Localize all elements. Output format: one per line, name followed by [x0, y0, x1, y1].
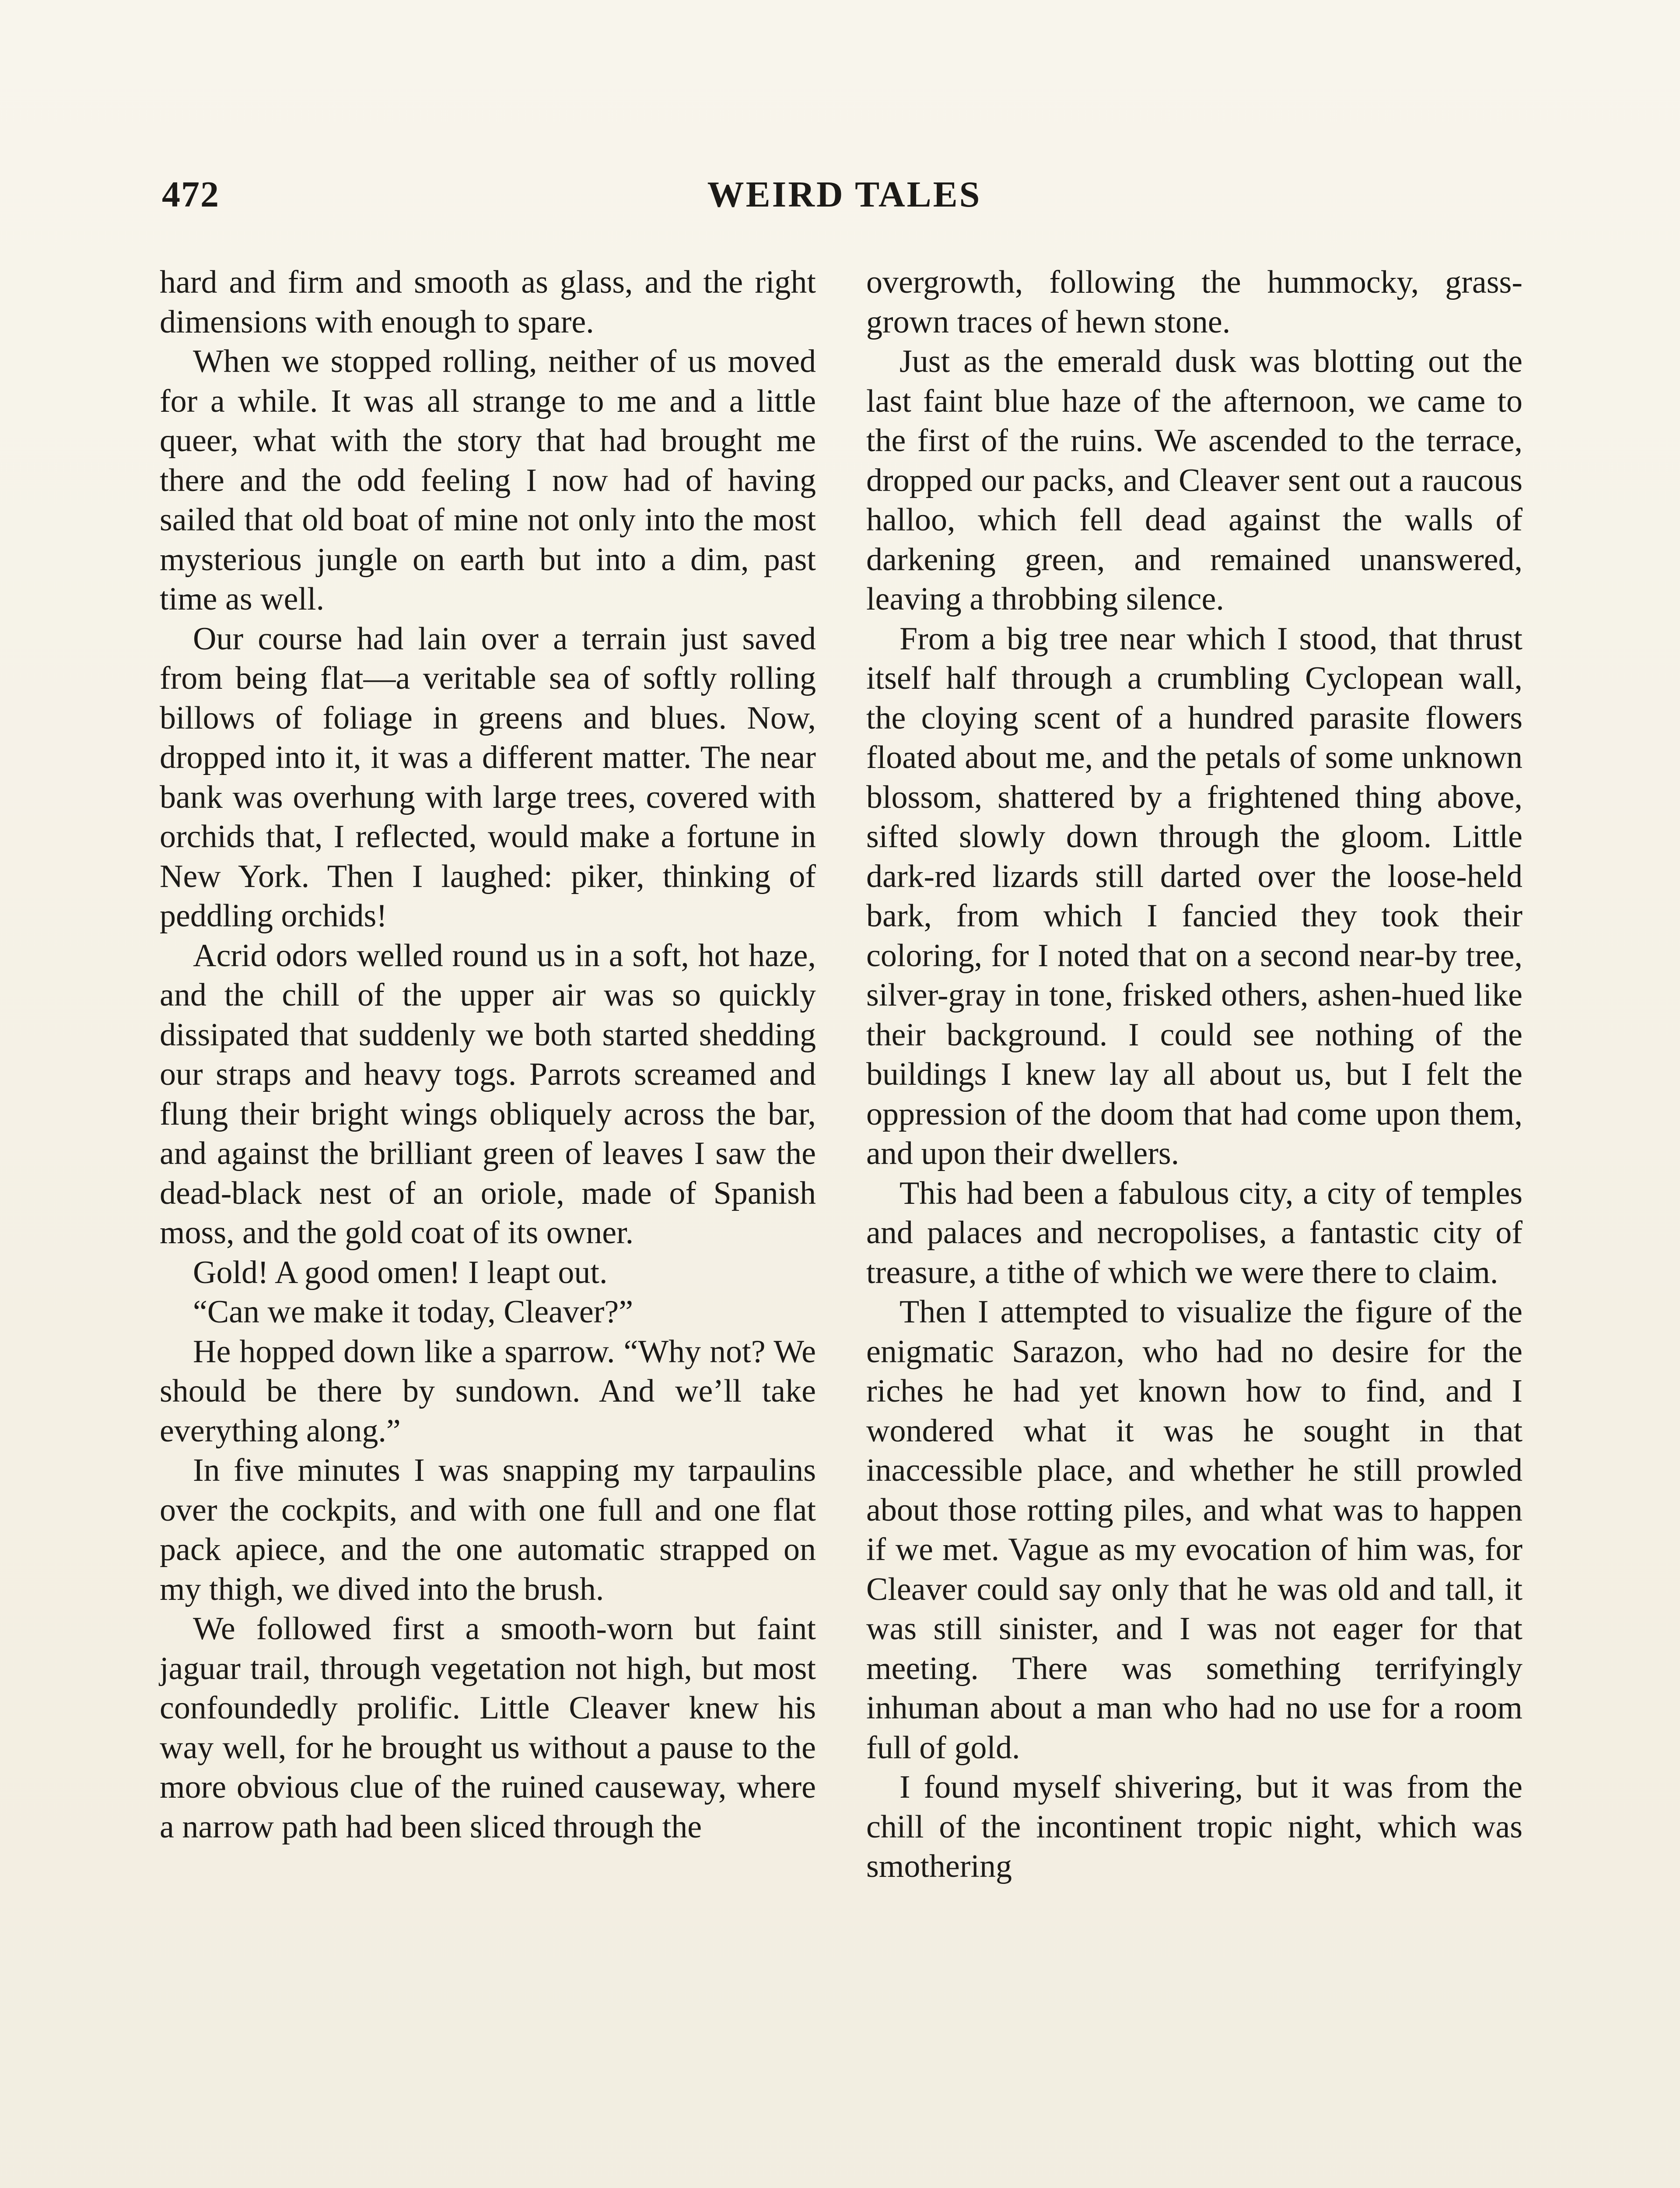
paragraph: I found myself shivering, but it was from the chill of the incontinent tropic night, which was smothering — [866, 1769, 1522, 1884]
paragraph: From a big tree near which I stood, that thrust itself half through a crumbling Cyclopean wall, the cloying scent of a hundred parasite flowers floated about me, and the petals of some unknown blossom, shattered by a frightened thing above, sifted slowly down through the gloom. Little dark-red lizards still darted over the loose-held bark, from which I fancied they took their coloring, for I noted that on a second near-by tree, silver-gray in tone, frisked others, ashen-hued like their background. I could see nothing of the buildings I knew lay all about us, but I felt the oppression of the doom that had come upon them, and upon their dwellers. — [866, 621, 1522, 1171]
paragraph: Our course had lain over a terrain just saved from being flat—a veritable sea of softly rolling billows of foliage in greens and blues. Now, dropped into it, it was a different matter. The near bank was overhung with large trees, covered with orchids that, I reflected, would make a fortune in New York. Then I laughed: piker, thinking of peddling orchids! — [160, 621, 816, 934]
page-header — [162, 171, 1527, 219]
left-column — [160, 263, 816, 1847]
right-column — [866, 263, 1522, 1886]
paragraph: hard and firm and smooth as glass, and the right dimensions with enough to spare. — [160, 264, 816, 340]
paragraph: We followed first a smooth-worn but faint jaguar trail, through vegetation not high, but most confoundedly prolific. Little Cleaver knew his way well, for he brought us without a pause to the more obvious clue of the ruined causeway, where a narrow path had been sliced through the — [160, 1611, 816, 1845]
paragraph: overgrowth, following the hummocky, grass-grown traces of hewn stone. — [866, 264, 1522, 340]
paragraph: In five minutes I was snapping my tarpaulins over the cockpits, and with one full and one flat pack apiece, and the one automatic strapped on my thigh, we dived into the brush. — [160, 1452, 816, 1607]
paragraph: “Can we make it today, Cleaver?” — [193, 1294, 634, 1330]
paragraph: Acrid odors welled round us in a soft, hot haze, and the chill of the upper air was so quickly dissipated that suddenly we both started shedding our straps and heavy togs. Parrots screamed and flung their bright wings obliquely across the bar, and against the brilliant green of leaves I saw the dead-black nest of an oriole, made of Spanish moss, and the gold coat of its owner. — [160, 937, 816, 1251]
paragraph: Then I attempted to visualize the figure of the enigmatic Sarazon, who had no desire for the riches he had yet known how to find, and I wondered what it was he sought in that inaccessible place, and whether he still prowled about those rotting piles, and what was to happen if we met. Vague as my evocation of him was, for Cleaver could say only that he was old and tall, it was still sinister, and I was not eager for that meeting. There was something terrifyingly inhuman about a man who had no use for a room full of gold. — [866, 1294, 1522, 1766]
running-head: WEIRD TALES — [707, 174, 982, 215]
paragraph: Gold! A good omen! I leapt out. — [193, 1254, 608, 1290]
page-number: 472 — [162, 174, 220, 215]
paragraph: He hopped down like a sparrow. “Why not? We should be there by sundown. And we’ll take everything along.” — [160, 1333, 816, 1449]
paragraph: When we stopped rolling, neither of us moved for a while. It was all strange to me and a little queer, what with the story that had brought me there and the odd feeling I now had of having sailed that old boat of mine not only into the most mysterious jungle on earth but into a dim, past time as well. — [160, 344, 816, 617]
paragraph: Just as the emerald dusk was blotting out the last faint blue haze of the afternoon, we came to the first of the ruins. We ascended to the terrace, dropped our packs, and Cleaver sent out a raucous halloo, which fell dead against the walls of darkening green, and remained unanswered, leaving a throbbing silence. — [866, 344, 1522, 617]
paragraph: This had been a fabulous city, a city of temples and palaces and necropolises, a fantastic city of treasure, a tithe of which we were there to claim. — [866, 1175, 1522, 1290]
